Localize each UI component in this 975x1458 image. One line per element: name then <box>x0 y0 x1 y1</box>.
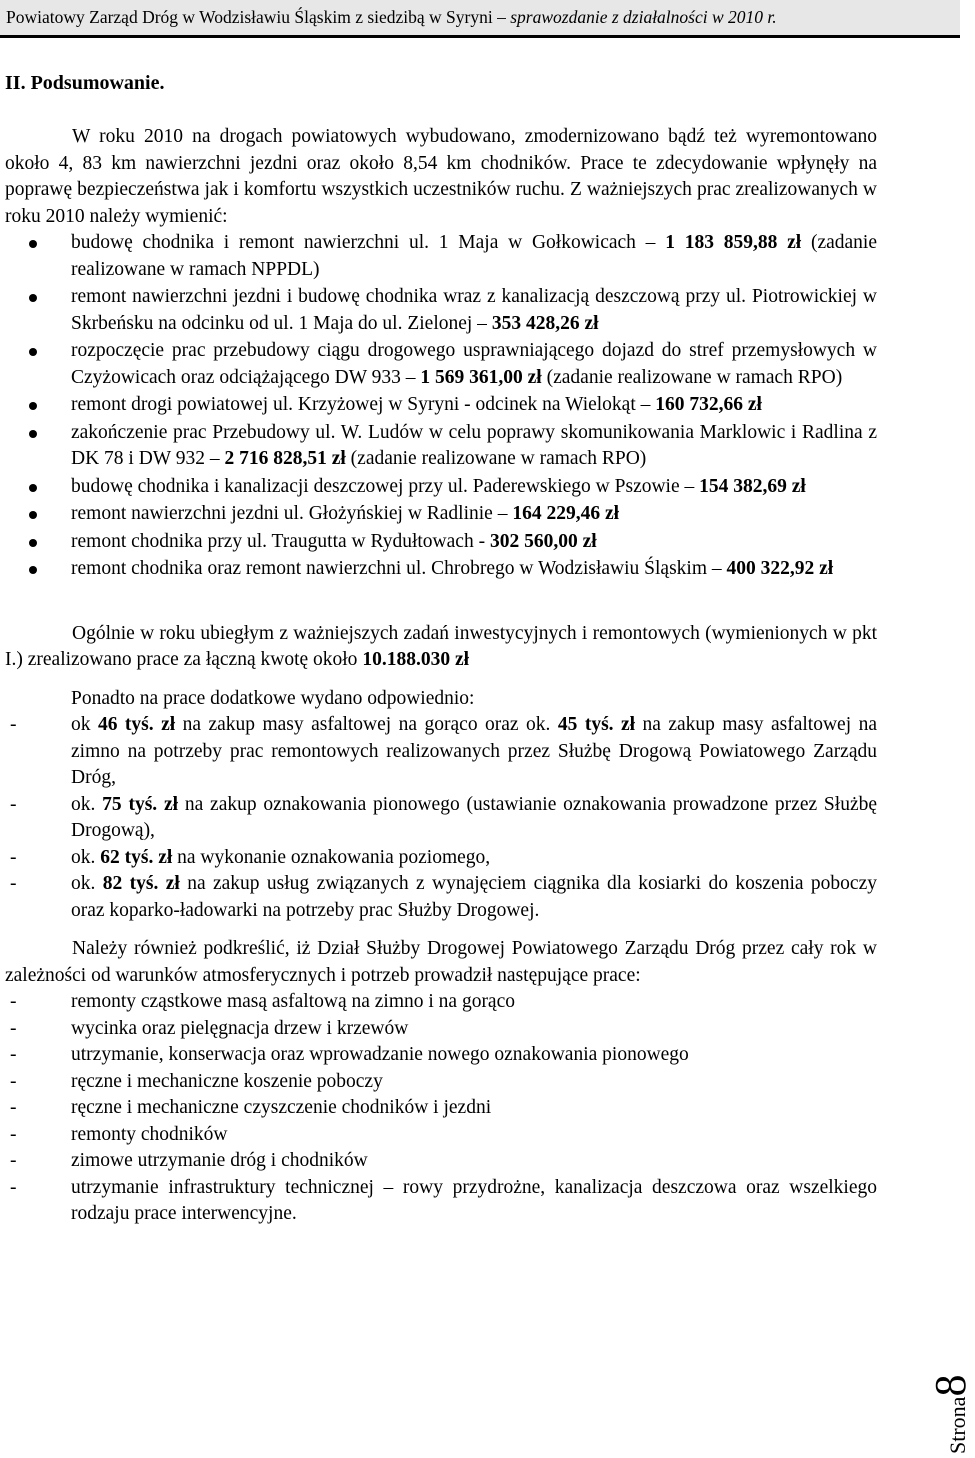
document-body <box>5 124 877 1228</box>
service-item: - zimowe utrzymanie dróg i chodników <box>5 1148 877 1175</box>
page-label: Strona <box>945 1396 970 1454</box>
additional-item: - ok. 75 tyś. zł na zakup oznakowania pionowego (ustawianie oznakowania prowadzone przez Służbę Drogową), <box>5 792 877 845</box>
service-item: - remonty chodników <box>5 1122 877 1149</box>
service-item: - ręczne i mechaniczne czyszczenie chodników i jezdni <box>5 1095 877 1122</box>
service-list <box>5 989 877 1228</box>
header-italic: sprawozdanie z działalności w 2010 r. <box>510 7 777 27</box>
investment-item: zakończenie prac Przebudowy ul. W. Ludów w celu poprawy skomunikowania Marklowic i Radlina z DK 78 i DW 932 – 2 716 828,51 zł (zadanie realizowane w ramach RPO) <box>5 420 877 473</box>
service-item: - remonty cząstkowe masą asfaltową na zimno i na gorąco <box>5 989 877 1016</box>
header-text: Powiatowy Zarząd Dróg w Wodzisławiu Śląskim z siedzibą w Syryni – <box>6 7 511 27</box>
service-intro: Należy również podkreślić, iż Dział Służby Drogowej Powiatowego Zarządu Dróg przez cały rok w zależności od warunków atmosferycznych i potrzeb prowadził następujące prace: <box>5 938 877 986</box>
investment-item: remont chodnika przy ul. Traugutta w Rydułtowach - 302 560,00 zł <box>5 529 877 556</box>
service-item: - utrzymanie infrastruktury technicznej – rowy przydrożne, kanalizacja deszczowa oraz wszelkiego rodzaju prace interwencyjne. <box>5 1175 877 1228</box>
investment-item: rozpoczęcie prac przebudowy ciągu drogowego usprawniającego dojazd do stref przemysłowych w Czyżowicach oraz odciążającego DW 933 – 1 569 361,00 zł (zadanie realizowane w ramach RPO) <box>5 338 877 391</box>
investment-item: budowę chodnika i remont nawierzchni ul. 1 Maja w Gołkowicach – 1 183 859,88 zł (zadanie realizowane w ramach NPPDL) <box>5 230 877 283</box>
investment-item: budowę chodnika i kanalizacji deszczowej przy ul. Paderewskiego w Pszowie – 154 382,69 zł <box>5 474 877 501</box>
page-number <box>894 1318 975 1458</box>
service-item: - wycinka oraz pielęgnacja drzew i krzewów <box>5 1016 877 1043</box>
investment-list <box>5 230 877 583</box>
section-title: II. Podsumowanie. <box>5 72 165 94</box>
additional-item: - ok. 82 tyś. zł na zakup usług związanych z wynajęciem ciągnika dla kosiarki do koszenia poboczy oraz koparko-ładowarki na potrzeby prac Służby Drogowej. <box>5 871 877 924</box>
investment-item: remont nawierzchni jezdni i budowę chodnika wraz z kanalizacją deszczową przy ul. Piotrowickiej w Skrbeńsku na odcinku od ul. 1 Maja do ul. Zielonej – 353 428,26 zł <box>5 284 877 337</box>
investment-item: remont nawierzchni jezdni ul. Głożyńskiej w Radlinie – 164 229,46 zł <box>5 501 877 528</box>
additional-item: - ok 46 tyś. zł na zakup masy asfaltowej na gorąco oraz ok. 45 tyś. zł na zakup masy asfaltowej na zimno na potrzeby prac remontowych realizowanych przez Służbę Drogową Powiatowego Zarządu Dróg, <box>5 712 877 792</box>
additional-item: - ok. 62 tyś. zł na wykonanie oznakowania poziomego, <box>5 845 877 872</box>
page-number-value: 8 <box>926 1374 975 1397</box>
page-header <box>0 0 960 38</box>
additional-list <box>5 712 877 924</box>
service-item: - ręczne i mechaniczne koszenie poboczy <box>5 1069 877 1096</box>
additional-intro: Ponadto na prace dodatkowe wydano odpowiednio: <box>71 687 475 709</box>
investment-item: remont chodnika oraz remont nawierzchni ul. Chrobrego w Wodzisławiu Śląskim – 400 322,92 zł <box>5 556 877 583</box>
intro-paragraph: W roku 2010 na drogach powiatowych wybudowano, zmodernizowano bądź też wyremontowano około 4, 83 km nawierzchni jezdni oraz około 8,54 km chodników. Prace te zdecydowanie wpłynęły na poprawę bezpieczeństwa jak i komfortu wszystkich uczestników ruchu. Z ważniejszych prac zrealizowanych w roku 2010 należy wymienić: <box>5 126 877 227</box>
summary-paragraph: Ogólnie w roku ubiegłym z ważniejszych zadań inwestycyjnych i remontowych (wymienionych w pkt I.) zrealizowano prace za łączną kwotę około 10.188.030 zł <box>5 622 877 670</box>
summary-amount: 10.188.030 zł <box>362 649 470 670</box>
investment-item: remont drogi powiatowej ul. Krzyżowej w Syryni - odcinek na Wielokąt – 160 732,66 zł <box>5 392 877 419</box>
service-item: - utrzymanie, konserwacja oraz wprowadzanie nowego oznakowania pionowego <box>5 1042 877 1069</box>
